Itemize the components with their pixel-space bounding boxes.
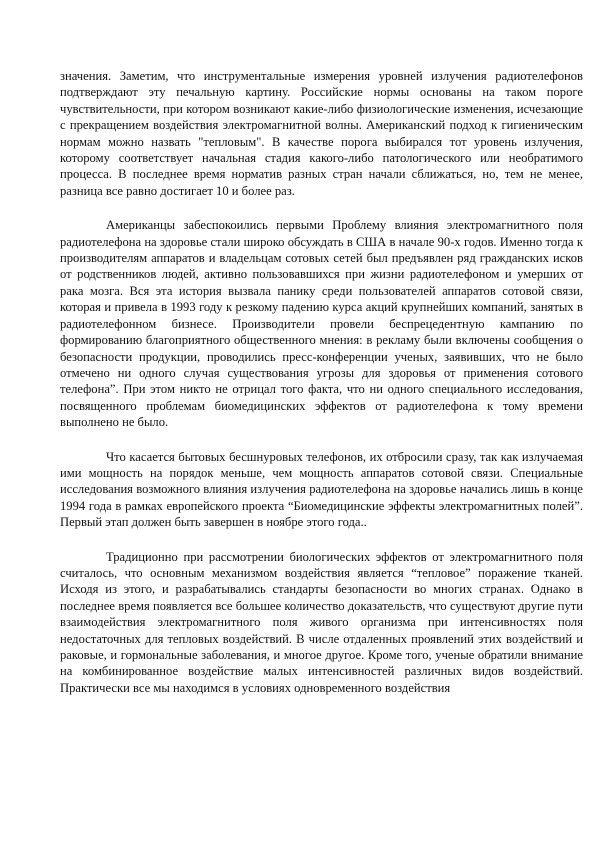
document-page xyxy=(60,68,583,714)
paragraph-3: Что касается бытовых бесшнуровых телефонов, их отбросили сразу, так как излучаемая ими мощность на порядок меньше, чем мощность аппаратов сотовой связи. Специальные исследования возможного влияния излучения радиотелефона на здоровье начались лишь в конце 1994 года в рамках европейского проекта “Биомедицинские эффекты электромагнитных полей”. Первый этап должен быть завершен в ноябре этого года.. xyxy=(60,449,583,530)
paragraph-4: Традиционно при рассмотрении биологических эффектов от электромагнитного поля считалось, что основным механизмом воздействия является “тепловое” поражение тканей. Исходя из этого, и разрабатывались стандарты безопасности во многих странах. Однако в последнее время появляется все большее количество доказательств, что существуют другие пути взаимодействия электромагнитного поля живого организма при интенсивностях поля недостаточных для тепловых воздействий. В числе отдаленных проявлений этих воздействий и раковые, и гормональные заболевания, и многое другое. Кроме того, ученые обратили внимание на комбинированное воздействие малых интенсивностей различных видов воздействий. Практически все мы находимся в условиях одновременного воздействия xyxy=(60,549,583,695)
paragraph-1: значения. Заметим, что инструментальные измерения уровней излучения радиотелефонов подтверждают эту печальную картину. Российские нормы основаны на таком пороге чувствительности, при котором возникают какие-либо физиологические изменения, исчезающие с прекращением воздействия электромагнитной волны. Американский подход к гигиеническим нормам можно назвать "тепловым". В качестве порога выбирался тот уровень излучения, которому соответствует начальная стадия какого-либо патологического или необратимого процесса. В последнее время норматив разных стран начали сближаться, но, тем не менее, разница все равно достигает 10 и более раз. xyxy=(60,69,583,198)
paragraph-2: Американцы забеспокоились первыми Проблему влияния электромагнитного поля радиотелефона на здоровье стали широко обсуждать в США в начале 90-х годов. Именно тогда к производителям аппаратов и владельцам сотовых сетей был предъявлен ряд гражданских исков от родственников людей, активно пользовавшихся при жизни радиотелефоном и умерших от рака мозга. Вся эта история вызвала панику среди пользователей аппаратов сотовой связи, которая и привела в 1993 году к резкому падению курса акций крупнейших компаний, занятых в радиотелефонном бизнесе. Производители провели беспрецедентную кампанию по формированию благоприятного общественного мнения: в рекламу были включены сообщения о безопасности продукции, проводились пресс-конференции ученых, заявивших, что не было отмечено ни одного случая существования угрозы для здоровья от применения сотового телефона”. При этом никто не отрицал того факта, что ни одного специального исследования, посвященного проблемам биомедицинских эффектов от радиотелефона к тому времени выполнено не было. xyxy=(60,218,583,430)
